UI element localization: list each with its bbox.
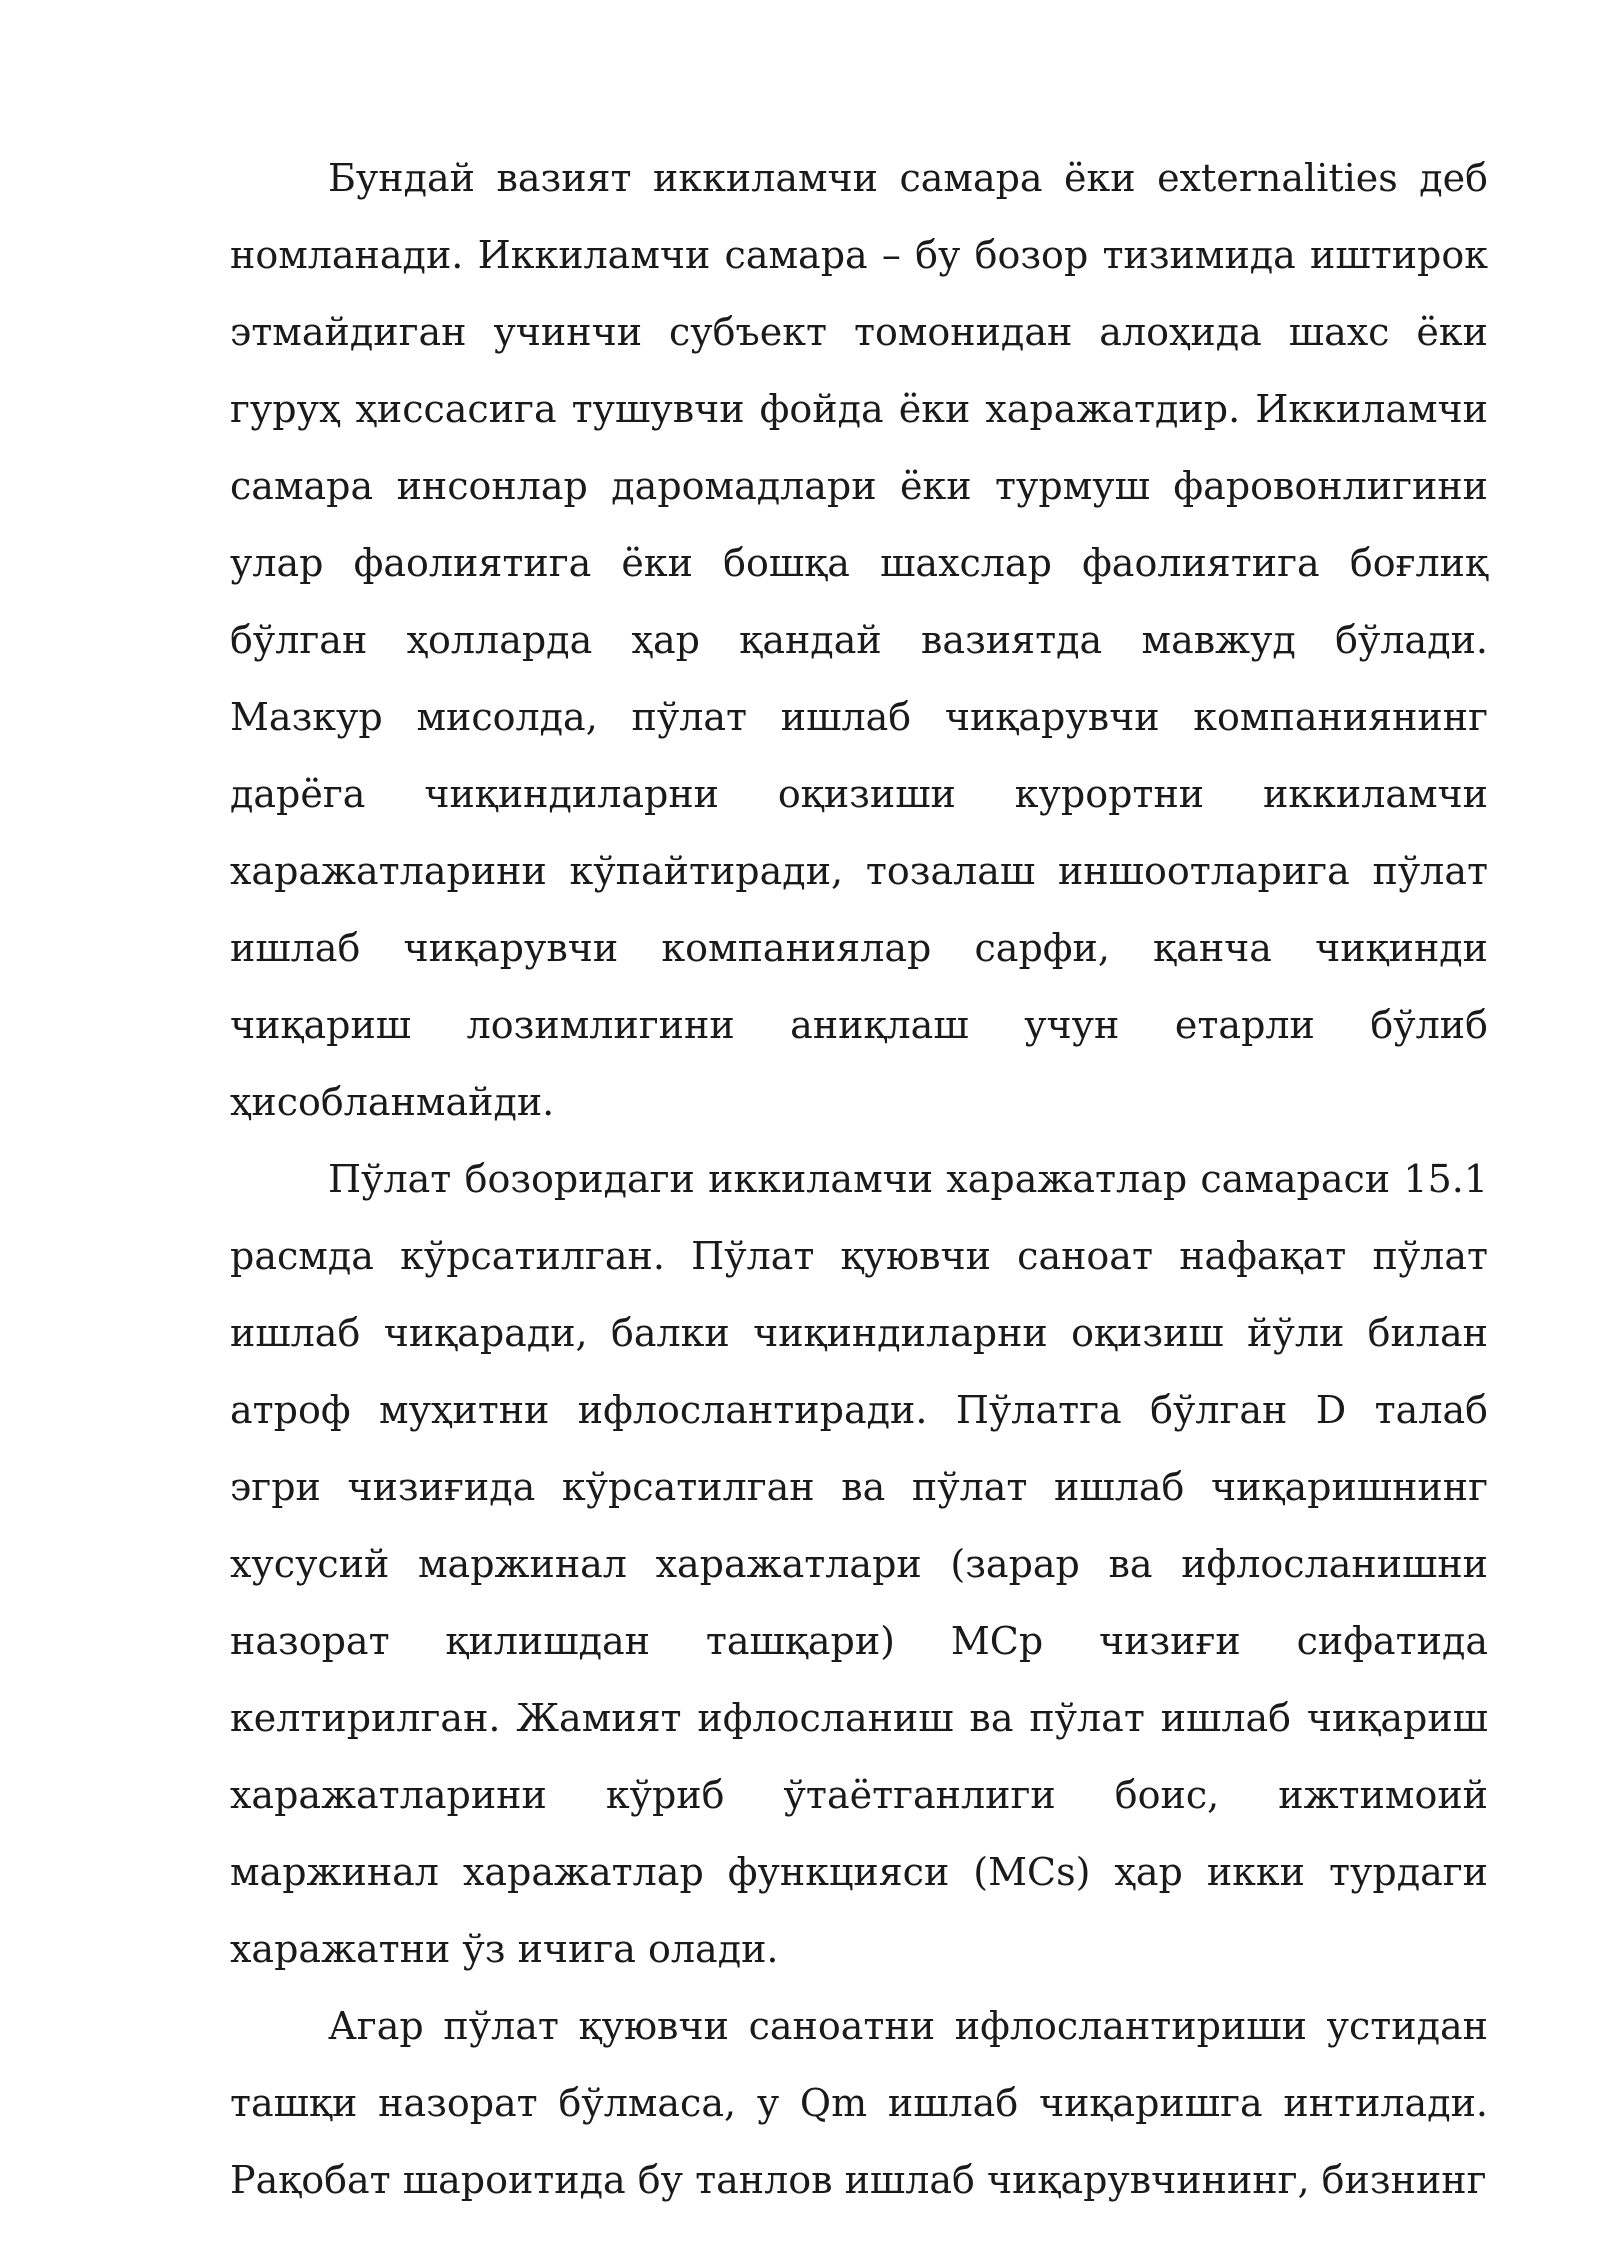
paragraph-externalities-definition: Бундай вазият иккиламчи самара ёки externalities деб номланади. Иккиламчи самара – бу бозор тизимида иштирок этмайдиган учинчи субъект томонидан алоҳида шахс ёки гуруҳ ҳиссасига тушувчи фойда ёки харажатдир. Иккиламчи самара инсонлар даромадлари ёки турмуш фаровонлигини улар фаолиятига ёки бошқа шахслар фаолиятига боғлиқ бўлган ҳолларда ҳар қандай вазиятда мавжуд бўлади. Мазкур мисолда, пўлат ишлаб чиқарувчи компаниянинг дарёга чиқиндиларни оқизиши курортни иккиламчи харажатларини кўпайтиради, тозалаш иншоотларига пўлат ишлаб чиқарувчи компаниялар сарфи, қанча чиқинди чиқариш лозимлигини аниқлаш учун етарли бўлиб ҳисобланмайди. — [230, 156, 1488, 1124]
paragraph-pollution-control: Агар пўлат қуювчи саноатни ифлослантириши устидан ташқи назорат бўлмаса, у Qm ишлаб чиқаришга интилади. Рақобат шароитида бу танлов ишлаб чиқарувчининг, бизнинг — [230, 2004, 1488, 2202]
paragraph-steel-market-costs: Пўлат бозоридаги иккиламчи харажатлар самараси 15.1 расмда кўрсатилган. Пўлат қуювчи саноат нафақат пўлат ишлаб чиқаради, балки чиқиндиларни оқизиш йўли билан атроф муҳитни ифлослантиради. Пўлатга бўлган D талаб эгри чизиғида кўрсатилган ва пўлат ишлаб чиқаришнинг хусусий маржинал харажатлари (зарар ва ифлосланишни назорат қилишдан ташқари) MCp чизиғи сифатида келтирилган. Жамият ифлосланиш ва пўлат ишлаб чиқариш харажатларини кўриб ўтаётганлиги боис, ижтимоий маржинал харажатлар функцияси (MCs) ҳар икки турдаги харажатни ўз ичига олади. — [230, 1157, 1488, 1971]
body-text — [230, 140, 1488, 2219]
